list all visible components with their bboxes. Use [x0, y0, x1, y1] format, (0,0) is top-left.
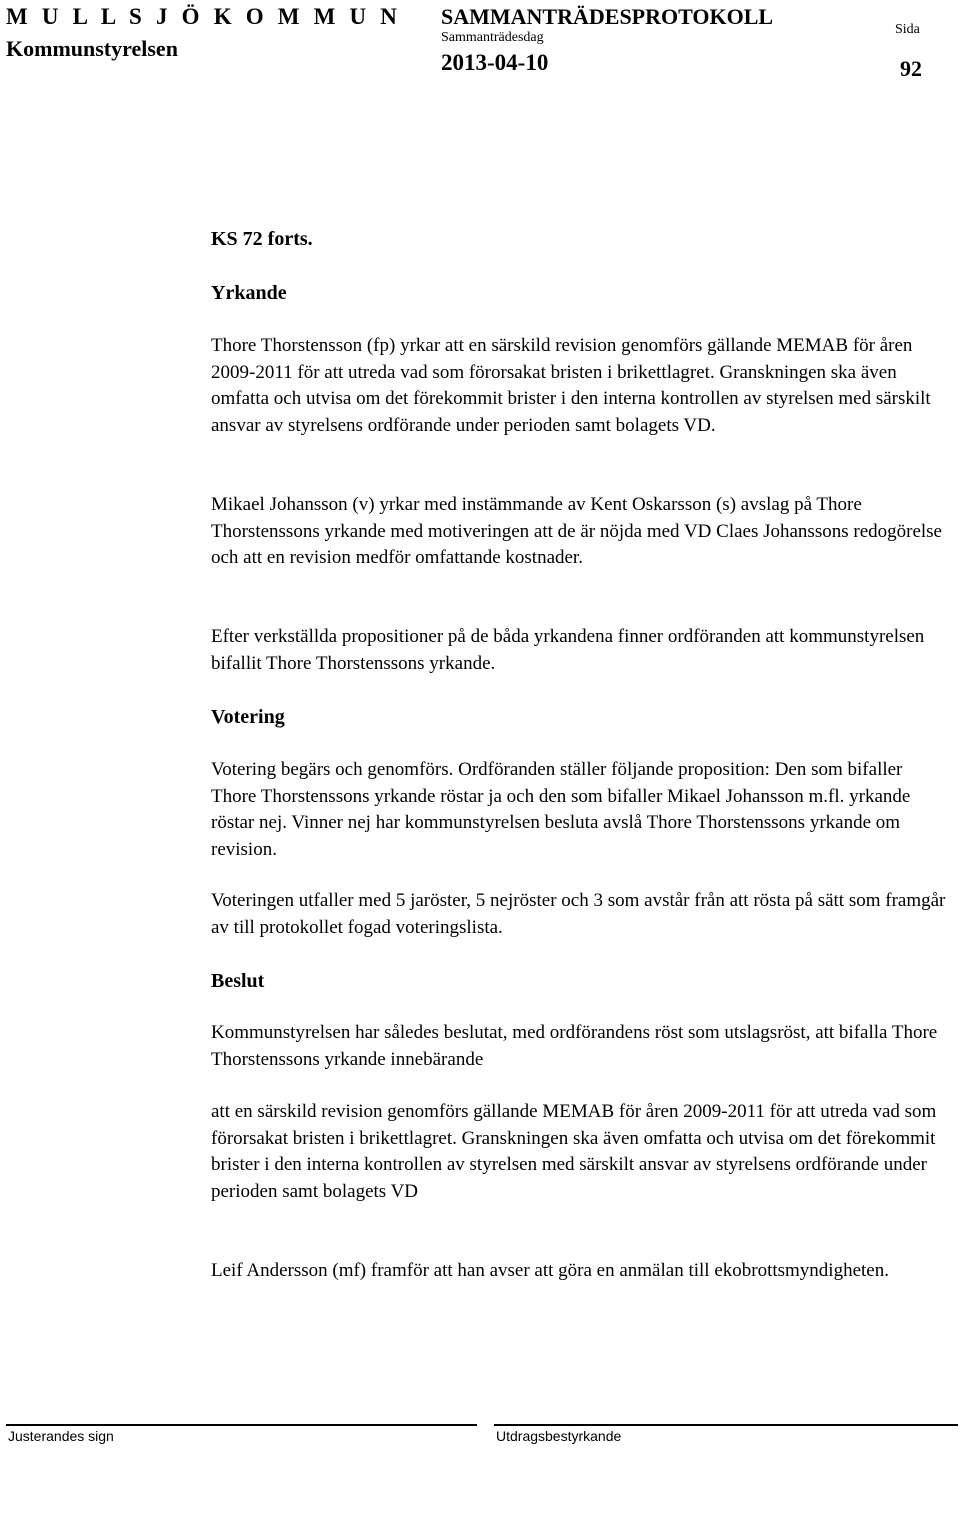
meeting-date-label: Sammanträdesdag [441, 30, 544, 45]
page-label: Sida [895, 22, 920, 37]
footer-divider-right [494, 1424, 958, 1426]
paragraph-text: Thore Thorstensson (fp) yrkar att en särskild revision genomförs gällande MEMAB för åren 2009-2011 för att utreda vad som förorsakat bristen i brikettlagret. Granskningen ska även omfatta och utvisa om det förekommit brister i den interna kontrollen av styrelsen med särskilt ansvar av styrelsens ordförande under perioden samt bolagets VD. [211, 335, 931, 436]
yrkande-heading: Yrkande [211, 282, 287, 304]
paragraph-text: Voteringen utfaller med 5 jaröster, 5 nejröster och 3 som avstår från att rösta på sätt som framgår av till protokollet fogad voteringslista. [211, 890, 946, 938]
meeting-date: 2013-04-10 [441, 50, 549, 75]
paragraph-text: Votering begärs och genomförs. Ordföranden ställer följande proposition: Den som bifaller Thore Thorstenssons yrkande röstar ja och den som bifaller Mikael Johansson m.fl. yrkande röstar nej. Vinner nej har kommunstyrelsen besluta avslå Thore Thorstenssons yrkande om revision. [211, 759, 911, 860]
decision-paragraph [211, 1020, 949, 1073]
votering-heading: Votering [211, 706, 285, 728]
proposition-paragraph [211, 624, 949, 677]
section-reference: KS 72 forts. [211, 228, 313, 250]
paragraph-text: Leif Andersson (mf) framför att han avser att göra en anmälan till ekobrottsmyndigheten. [211, 1260, 889, 1281]
justerandes-sign-label: Justerandes sign [8, 1428, 114, 1444]
document-type: SAMMANTRÄDESPROTOKOLL [441, 4, 774, 29]
municipality-name: M U L L S J Ö K O M M U N [6, 4, 402, 29]
footer-divider-left [6, 1424, 477, 1426]
paragraph-text: Kommunstyrelsen har således beslutat, med ordförandens röst som utslagsröst, att bifalla Thore Thorstenssons yrkande innebärande [211, 1022, 938, 1070]
motion-paragraph [211, 333, 949, 439]
paragraph-text: att en särskild revision genomförs gällande MEMAB för åren 2009-2011 för att utreda vad som förorsakat bristen i brikettlagret. Granskningen ska även omfatta och utvisa om det förekommit brister i den interna kontrollen av styrelsen med särskilt ansvar av styrelsens ordförande under perioden samt bolagets VD [211, 1101, 937, 1202]
page-number: 92 [900, 56, 922, 81]
utdragsbestyrkande-label: Utdragsbestyrkande [496, 1428, 622, 1444]
statement-paragraph [211, 1258, 949, 1285]
paragraph-text: Mikael Johansson (v) yrkar med instämmande av Kent Oskarsson (s) avslag på Thore Thorstenssons yrkande med motiveringen att de är nöjda med VD Claes Johanssons redogörelse och att en revision medför omfattande kostnader. [211, 494, 942, 568]
voting-result-paragraph [211, 888, 949, 941]
beslut-heading: Beslut [211, 970, 265, 992]
counter-motion-paragraph [211, 492, 949, 572]
paragraph-text: Efter verkställda propositioner på de båda yrkandena finner ordföranden att kommunstyrelsen bifallit Thore Thorstenssons yrkande. [211, 626, 925, 674]
board-name: Kommunstyrelsen [6, 36, 178, 61]
decision-detail-paragraph [211, 1099, 949, 1205]
voting-procedure-paragraph [211, 757, 949, 863]
